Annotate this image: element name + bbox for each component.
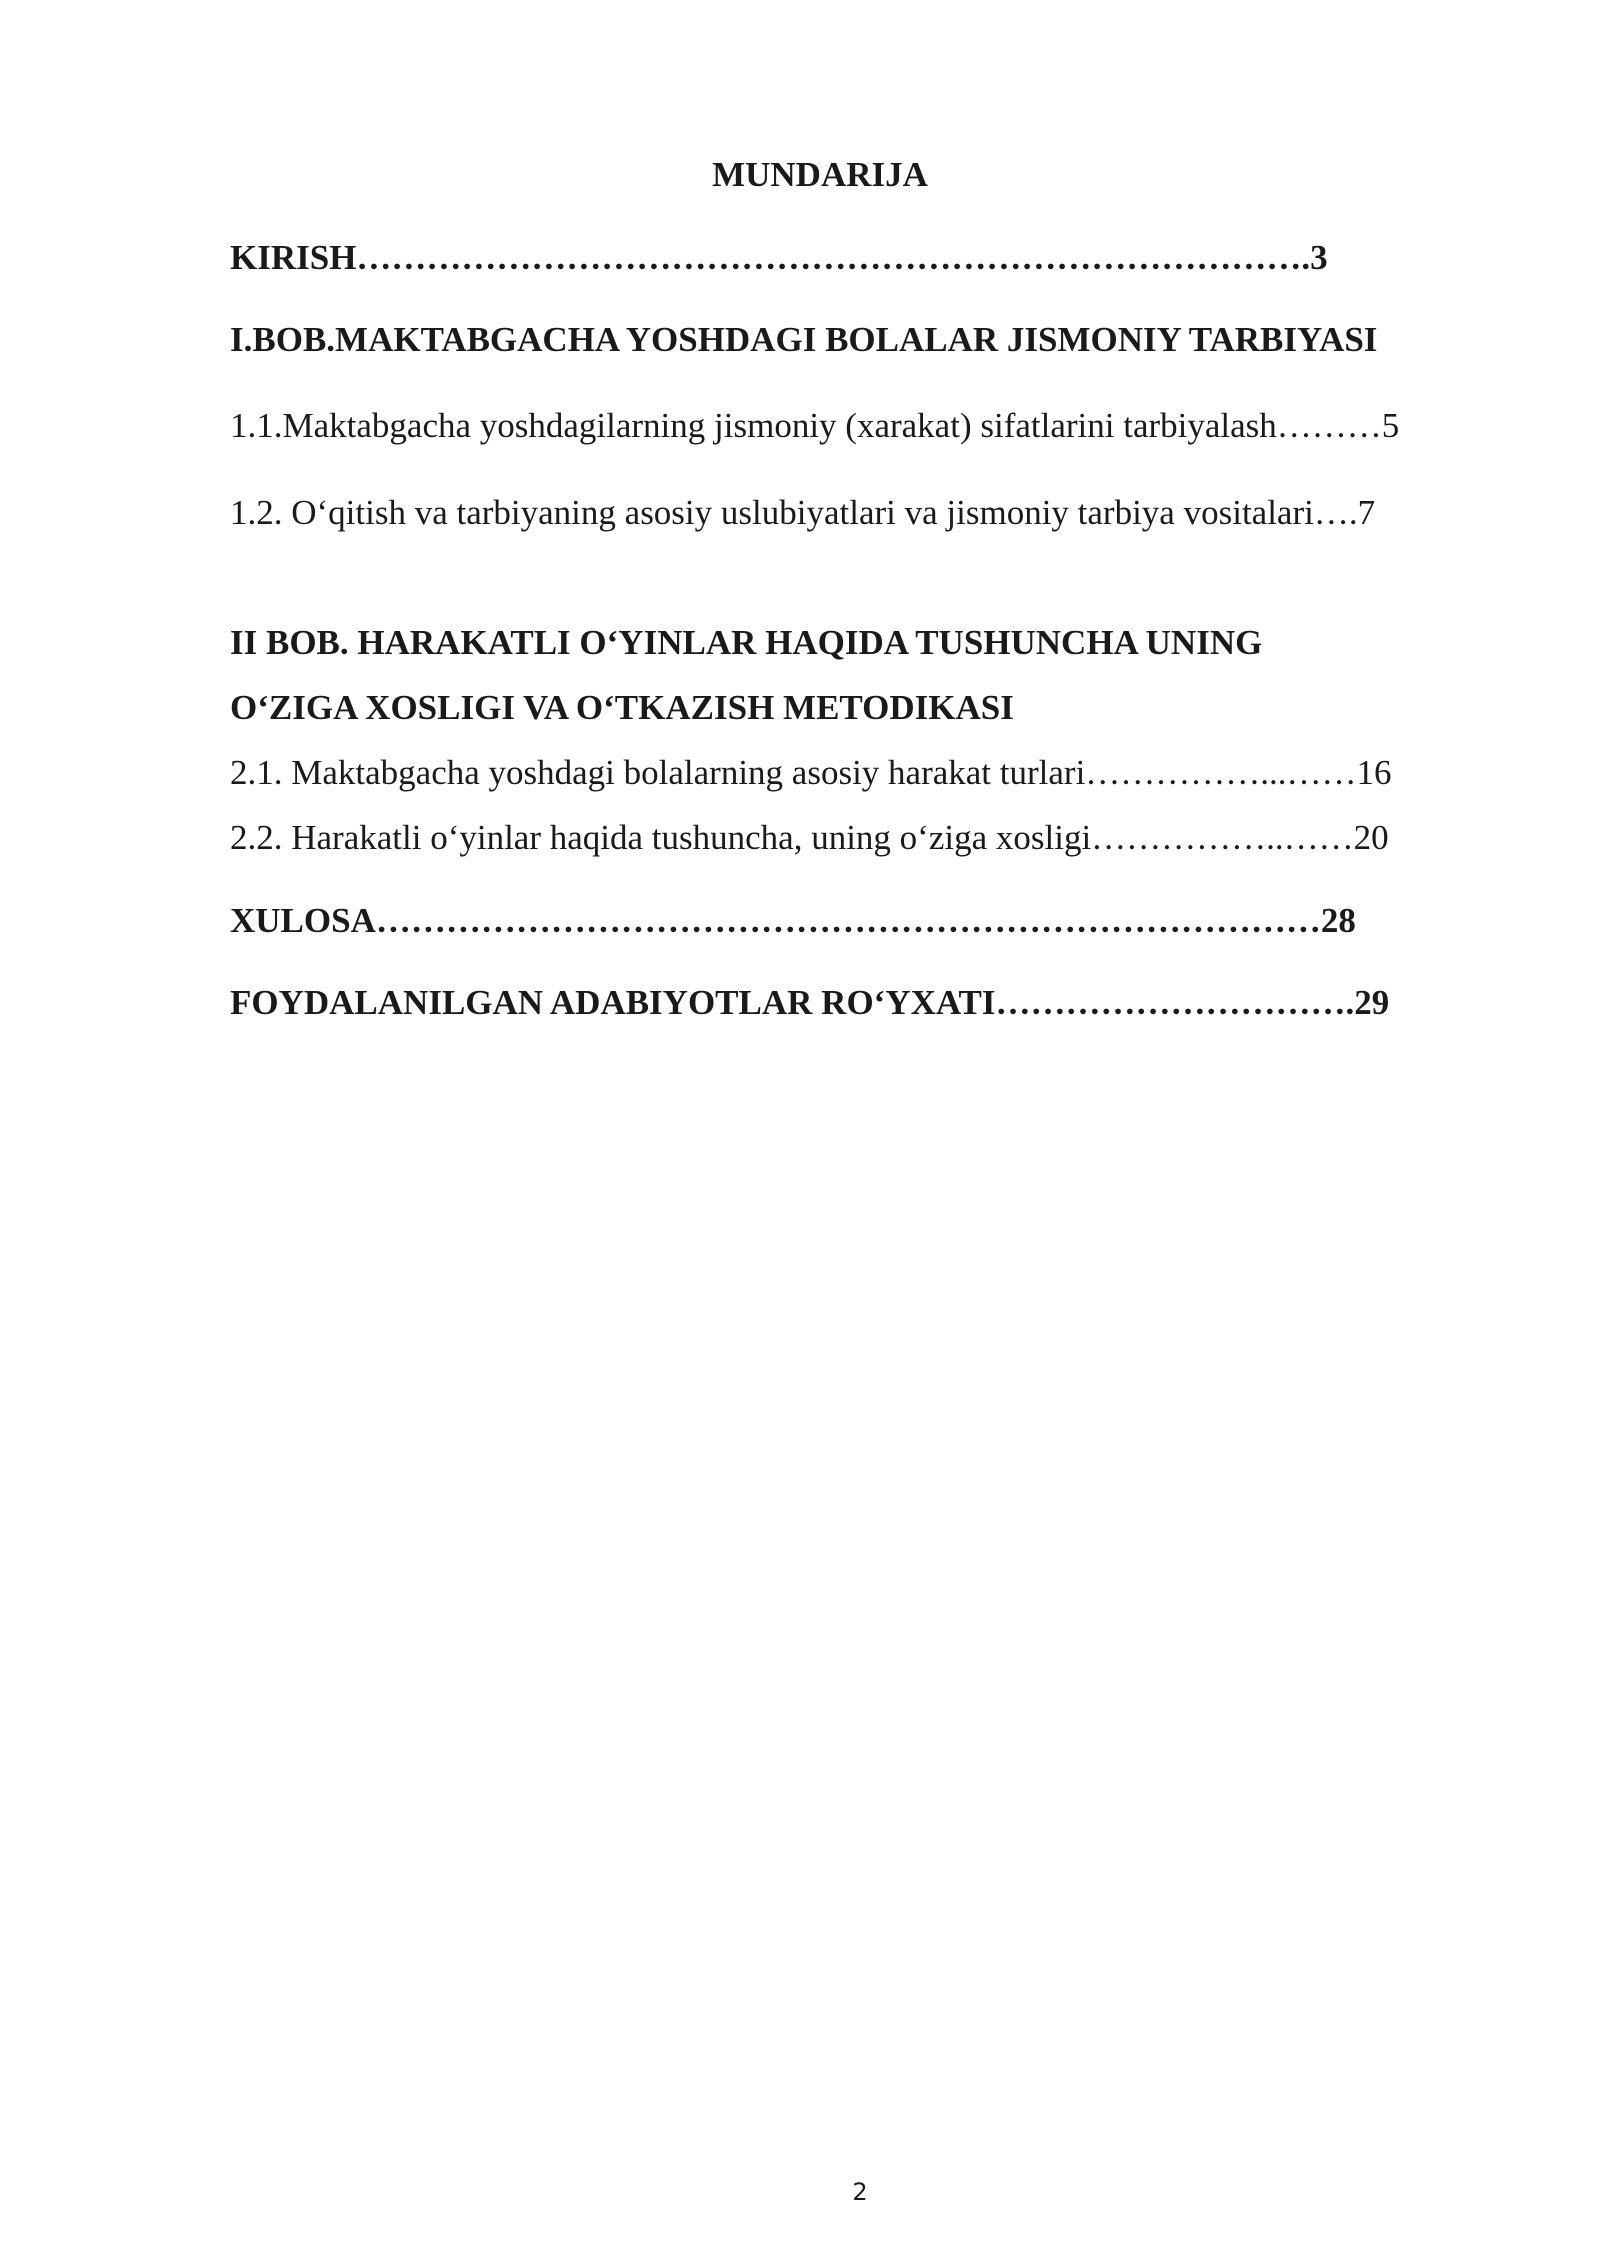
page-number: 2: [852, 2178, 868, 2206]
toc-entry-chapter-1: I.BOB.MAKTABGACHA YOSHDAGI BOLALAR JISMONIY TARBIYASI: [230, 320, 1378, 359]
toc-entry-section-1-1: 1.1.Maktabgacha yoshdagilarning jismoniy (xarakat) sifatlarini tarbiyalash………5: [230, 406, 1400, 445]
toc-entry-xulosa: XULOSA………………………………………………………………………28: [230, 901, 1356, 940]
toc-heading: MUNDARIJA: [712, 155, 928, 194]
toc-entry-section-2-2: 2.2. Harakatli o‘yinlar haqida tushuncha, uning o‘ziga xosligi……………..……20: [230, 818, 1389, 857]
toc-entry-section-2-1: 2.1. Maktabgacha yoshdagi bolalarning asosiy harakat turlari……………...……16: [230, 753, 1392, 792]
toc-entry-chapter-2-line-1: II BOB. HARAKATLI O‘YINLAR HAQIDA TUSHUNCHA UNING: [230, 623, 1263, 662]
toc-entry-kirish: KIRISH……………………………………………………………………….3: [230, 238, 1328, 277]
toc-entry-chapter-2-line-2: O‘ZIGA XOSLIGI VA O‘TKAZISH METODIKASI: [230, 688, 1014, 727]
toc-entry-bibliography: FOYDALANILGAN ADABIYOTLAR RO‘YXATI………………………….29: [230, 983, 1390, 1022]
toc-entry-section-1-2: 1.2. O‘qitish va tarbiyaning asosiy uslubiyatlari va jismoniy tarbiya vositalari….7: [230, 493, 1376, 532]
